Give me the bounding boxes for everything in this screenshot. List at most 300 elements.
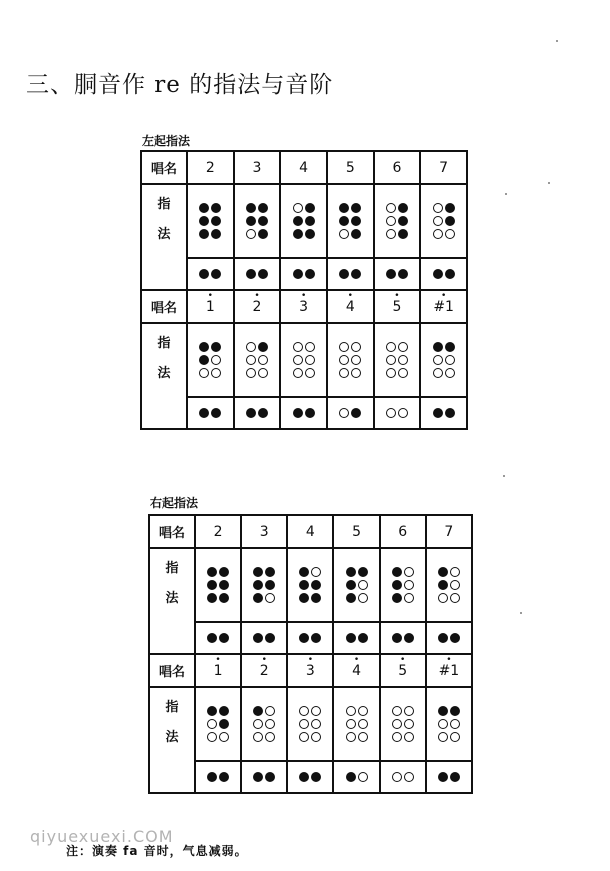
hole-row — [288, 772, 332, 782]
closed-hole-icon — [219, 633, 229, 643]
closed-hole-icon — [199, 408, 209, 418]
note-name: 1 — [205, 298, 215, 315]
closed-hole-icon — [246, 408, 256, 418]
closed-hole-icon — [305, 216, 315, 226]
open-hole-icon — [265, 732, 275, 742]
hole-row — [188, 408, 233, 418]
hole-row — [293, 203, 315, 213]
open-hole-icon — [404, 567, 414, 577]
open-hole-icon — [199, 368, 209, 378]
hole-group — [207, 703, 229, 745]
solfege-label: 唱名 — [149, 515, 195, 548]
hole-row — [199, 342, 221, 352]
hole-row — [334, 633, 378, 643]
note-cell — [195, 515, 241, 548]
closed-hole-icon — [351, 269, 361, 279]
fingering-bottom-holes — [426, 622, 472, 654]
hole-row — [281, 408, 326, 418]
note-name: 5 — [352, 523, 361, 540]
open-hole-icon — [305, 342, 315, 352]
hole-row — [281, 269, 326, 279]
open-hole-icon — [358, 706, 368, 716]
closed-hole-icon — [199, 229, 209, 239]
closed-hole-icon — [299, 633, 309, 643]
fingering-label-char: 指 — [157, 197, 171, 212]
fingering-bottom-holes — [280, 397, 327, 429]
closed-hole-icon — [253, 593, 263, 603]
note-cell — [333, 654, 379, 687]
closed-hole-icon — [311, 580, 321, 590]
closed-hole-icon — [246, 203, 256, 213]
fingering-label — [149, 548, 195, 654]
closed-hole-icon — [265, 567, 275, 577]
hole-group — [199, 339, 221, 381]
octave-dot: • — [347, 290, 353, 301]
open-hole-icon — [450, 567, 460, 577]
open-hole-icon — [398, 355, 408, 365]
chart-subtitle-left: 左起指法 — [142, 134, 191, 148]
closed-hole-icon — [265, 772, 275, 782]
fingering-top-holes — [333, 687, 379, 761]
open-hole-icon — [398, 342, 408, 352]
closed-hole-icon — [445, 408, 455, 418]
hole-row — [433, 203, 455, 213]
closed-hole-icon — [253, 772, 263, 782]
closed-hole-icon — [311, 633, 321, 643]
speck — [505, 193, 507, 195]
open-hole-icon — [253, 719, 263, 729]
open-hole-icon — [445, 229, 455, 239]
hole-row — [199, 203, 221, 213]
hole-row — [188, 269, 233, 279]
solfege-label: 唱名 — [149, 654, 195, 687]
fingering-bottom-holes — [287, 761, 333, 793]
hole-group — [253, 564, 275, 606]
hole-row — [421, 408, 466, 418]
note-cell — [187, 151, 234, 184]
closed-hole-icon — [311, 772, 321, 782]
hole-row — [334, 772, 378, 782]
note-name: 4 — [352, 662, 361, 679]
hole-row — [339, 368, 361, 378]
open-hole-icon — [339, 368, 349, 378]
closed-hole-icon — [305, 408, 315, 418]
fingering-top-holes — [374, 323, 421, 397]
fingering-label — [141, 323, 187, 429]
open-hole-icon — [398, 368, 408, 378]
note-cell — [280, 290, 327, 323]
closed-hole-icon — [392, 593, 402, 603]
fingering-bottom-holes — [374, 397, 421, 429]
hole-row — [386, 355, 408, 365]
fingering-label — [141, 184, 187, 290]
open-hole-icon — [392, 719, 402, 729]
open-hole-icon — [293, 368, 303, 378]
hole-group — [392, 564, 414, 606]
hole-row — [293, 355, 315, 365]
hole-row — [196, 633, 240, 643]
closed-hole-icon — [199, 355, 209, 365]
closed-hole-icon — [258, 408, 268, 418]
open-hole-icon — [305, 355, 315, 365]
hole-row — [427, 633, 471, 643]
open-hole-icon — [358, 719, 368, 729]
closed-hole-icon — [219, 567, 229, 577]
closed-hole-icon — [346, 772, 356, 782]
fingering-bottom-holes — [426, 761, 472, 793]
open-hole-icon — [358, 580, 368, 590]
closed-hole-icon — [339, 269, 349, 279]
speck — [503, 475, 505, 477]
hole-row — [381, 772, 425, 782]
closed-hole-icon — [258, 216, 268, 226]
closed-hole-icon — [258, 229, 268, 239]
fingering-bottom-holes — [374, 258, 421, 290]
note-cell — [327, 290, 374, 323]
closed-hole-icon — [351, 203, 361, 213]
fingering-top-holes — [327, 184, 374, 258]
note-name: 5 — [398, 662, 408, 679]
open-hole-icon — [258, 368, 268, 378]
closed-hole-icon — [258, 342, 268, 352]
closed-hole-icon — [311, 593, 321, 603]
note-cell — [333, 515, 379, 548]
open-hole-icon — [404, 593, 414, 603]
octave-dot: • — [300, 290, 307, 301]
note-cell — [241, 654, 287, 687]
closed-hole-icon — [398, 269, 408, 279]
closed-hole-icon — [219, 719, 229, 729]
note-cell — [280, 151, 327, 184]
closed-hole-icon — [445, 203, 455, 213]
fingering-top-holes — [280, 323, 327, 397]
hole-row — [207, 732, 229, 742]
octave-dot: • — [261, 654, 267, 665]
hole-row — [328, 408, 373, 418]
closed-hole-icon — [398, 203, 408, 213]
open-hole-icon — [311, 719, 321, 729]
fingering-bottom-holes — [420, 397, 467, 429]
fingering-bottom-holes — [333, 622, 379, 654]
hole-group — [299, 703, 321, 745]
footer-note: 注：演奏 fa 音时，气息减弱。 — [66, 844, 248, 858]
note-cell — [287, 515, 333, 548]
open-hole-icon — [433, 216, 443, 226]
note-cell — [195, 654, 241, 687]
open-hole-icon — [358, 593, 368, 603]
note-name: 2 — [252, 298, 262, 315]
fingering-label-char: 法 — [165, 730, 179, 745]
open-hole-icon — [450, 580, 460, 590]
hole-row — [242, 772, 286, 782]
open-hole-icon — [339, 408, 349, 418]
fingering-top-holes — [187, 323, 234, 397]
octave-dot: • — [400, 654, 406, 665]
hole-row — [386, 342, 408, 352]
open-hole-icon — [265, 593, 275, 603]
open-hole-icon — [351, 342, 361, 352]
note-name: 4 — [305, 523, 315, 540]
closed-hole-icon — [346, 567, 356, 577]
closed-hole-icon — [346, 593, 356, 603]
fingering-chart-left — [140, 150, 468, 430]
fingering-top-holes — [333, 548, 379, 622]
fingering-top-holes — [234, 184, 281, 258]
note-name: #1 — [433, 298, 454, 315]
hole-row — [299, 593, 321, 603]
note-name: #1 — [438, 662, 460, 679]
solfege-label: 唱名 — [141, 290, 187, 323]
fingering-label-char: 法 — [157, 227, 171, 242]
note-cell — [426, 654, 472, 687]
closed-hole-icon — [293, 269, 303, 279]
open-hole-icon — [450, 593, 460, 603]
open-hole-icon — [299, 719, 309, 729]
note-cell — [374, 151, 421, 184]
hole-row — [427, 772, 471, 782]
note-name: 6 — [398, 523, 408, 540]
hole-group — [299, 564, 321, 606]
fingering-bottom-holes — [380, 761, 426, 793]
open-hole-icon — [311, 732, 321, 742]
octave-dot: • — [353, 654, 360, 665]
closed-hole-icon — [293, 229, 303, 239]
hole-row — [438, 567, 460, 577]
closed-hole-icon — [438, 580, 448, 590]
open-hole-icon — [386, 229, 396, 239]
open-hole-icon — [351, 355, 361, 365]
open-hole-icon — [299, 732, 309, 742]
hole-group — [339, 200, 361, 242]
hole-row — [375, 408, 420, 418]
closed-hole-icon — [339, 216, 349, 226]
hole-row — [253, 567, 275, 577]
hole-row — [235, 269, 280, 279]
closed-hole-icon — [207, 706, 217, 716]
open-hole-icon — [246, 229, 256, 239]
closed-hole-icon — [199, 342, 209, 352]
open-hole-icon — [438, 732, 448, 742]
closed-hole-icon — [207, 580, 217, 590]
open-hole-icon — [404, 732, 414, 742]
closed-hole-icon — [398, 216, 408, 226]
fingering-bottom-holes — [234, 397, 281, 429]
hole-row — [207, 719, 229, 729]
octave-dot: • — [215, 654, 221, 665]
fingering-top-holes — [420, 323, 467, 397]
hole-group — [346, 564, 368, 606]
fingering-bottom-holes — [380, 622, 426, 654]
note-name: 1 — [213, 662, 223, 679]
hole-row — [199, 229, 221, 239]
open-hole-icon — [211, 355, 221, 365]
octave-dot: • — [207, 290, 213, 301]
hole-row — [421, 269, 466, 279]
hole-row — [392, 719, 414, 729]
hole-row — [293, 342, 315, 352]
hole-row — [386, 203, 408, 213]
hole-row — [346, 593, 368, 603]
hole-row — [293, 229, 315, 239]
hole-row — [235, 408, 280, 418]
hole-row — [346, 732, 368, 742]
hole-row — [253, 593, 275, 603]
fingering-bottom-holes — [420, 258, 467, 290]
hole-row — [299, 732, 321, 742]
open-hole-icon — [445, 368, 455, 378]
closed-hole-icon — [211, 216, 221, 226]
fingering-bottom-holes — [195, 761, 241, 793]
hole-row — [246, 355, 268, 365]
open-hole-icon — [392, 772, 402, 782]
hole-row — [438, 719, 460, 729]
open-hole-icon — [293, 203, 303, 213]
hole-group — [199, 200, 221, 242]
hole-group — [386, 200, 408, 242]
hole-row — [386, 368, 408, 378]
fingering-top-holes — [195, 548, 241, 622]
open-hole-icon — [339, 355, 349, 365]
note-name: 4 — [345, 298, 355, 315]
open-hole-icon — [386, 216, 396, 226]
fingering-top-holes — [195, 687, 241, 761]
closed-hole-icon — [438, 567, 448, 577]
open-hole-icon — [433, 368, 443, 378]
fingering-top-holes — [280, 184, 327, 258]
hole-row — [246, 342, 268, 352]
fingering-label-char: 法 — [157, 366, 171, 381]
fingering-label-char: 指 — [165, 561, 179, 576]
note-name: 7 — [444, 523, 454, 540]
fingering-top-holes — [287, 548, 333, 622]
closed-hole-icon — [253, 580, 263, 590]
open-hole-icon — [438, 593, 448, 603]
closed-hole-icon — [219, 706, 229, 716]
hole-group — [438, 703, 460, 745]
hole-row — [253, 719, 275, 729]
closed-hole-icon — [299, 580, 309, 590]
hole-row — [386, 229, 408, 239]
closed-hole-icon — [211, 342, 221, 352]
hole-row — [293, 368, 315, 378]
open-hole-icon — [219, 732, 229, 742]
hole-row — [438, 706, 460, 716]
closed-hole-icon — [207, 633, 217, 643]
note-cell — [380, 654, 426, 687]
fingering-bottom-holes — [195, 622, 241, 654]
hole-row — [392, 593, 414, 603]
hole-row — [339, 342, 361, 352]
closed-hole-icon — [351, 229, 361, 239]
hole-row — [438, 593, 460, 603]
open-hole-icon — [438, 719, 448, 729]
hole-row — [339, 355, 361, 365]
closed-hole-icon — [293, 216, 303, 226]
fingering-bottom-holes — [241, 761, 287, 793]
hole-group — [339, 339, 361, 381]
hole-row — [207, 593, 229, 603]
note-name: 2 — [213, 523, 223, 540]
closed-hole-icon — [392, 633, 402, 643]
open-hole-icon — [386, 368, 396, 378]
open-hole-icon — [450, 732, 460, 742]
closed-hole-icon — [351, 216, 361, 226]
hole-row — [381, 633, 425, 643]
closed-hole-icon — [199, 203, 209, 213]
closed-hole-icon — [199, 269, 209, 279]
closed-hole-icon — [299, 567, 309, 577]
hole-row — [299, 719, 321, 729]
hole-row — [433, 355, 455, 365]
fingering-bottom-holes — [234, 258, 281, 290]
note-name: 2 — [259, 662, 269, 679]
closed-hole-icon — [265, 633, 275, 643]
fingering-bottom-holes — [241, 622, 287, 654]
fingering-label-char: 指 — [165, 700, 179, 715]
open-hole-icon — [346, 719, 356, 729]
closed-hole-icon — [253, 633, 263, 643]
hole-row — [392, 567, 414, 577]
closed-hole-icon — [265, 580, 275, 590]
hole-row — [207, 706, 229, 716]
open-hole-icon — [433, 355, 443, 365]
note-cell — [420, 290, 467, 323]
fingering-top-holes — [241, 548, 287, 622]
open-hole-icon — [346, 732, 356, 742]
closed-hole-icon — [433, 269, 443, 279]
closed-hole-icon — [211, 229, 221, 239]
fingering-bottom-holes — [333, 761, 379, 793]
hole-row — [346, 706, 368, 716]
closed-hole-icon — [445, 269, 455, 279]
closed-hole-icon — [246, 216, 256, 226]
octave-dot: • — [446, 654, 452, 665]
hole-group — [433, 200, 455, 242]
open-hole-icon — [311, 567, 321, 577]
closed-hole-icon — [351, 408, 361, 418]
hole-row — [253, 706, 275, 716]
hole-row — [433, 229, 455, 239]
open-hole-icon — [433, 203, 443, 213]
hole-row — [288, 633, 332, 643]
closed-hole-icon — [293, 408, 303, 418]
hole-group — [386, 339, 408, 381]
closed-hole-icon — [207, 772, 217, 782]
note-name: 3 — [252, 159, 262, 176]
hole-group — [293, 339, 315, 381]
closed-hole-icon — [305, 203, 315, 213]
note-name: 5 — [345, 159, 355, 176]
closed-hole-icon — [305, 229, 315, 239]
hole-row — [375, 269, 420, 279]
closed-hole-icon — [445, 342, 455, 352]
closed-hole-icon — [433, 408, 443, 418]
closed-hole-icon — [207, 593, 217, 603]
open-hole-icon — [358, 732, 368, 742]
hole-row — [392, 580, 414, 590]
open-hole-icon — [392, 706, 402, 716]
closed-hole-icon — [219, 580, 229, 590]
fingering-bottom-holes — [187, 258, 234, 290]
closed-hole-icon — [253, 567, 263, 577]
hole-row — [438, 580, 460, 590]
hole-group — [253, 703, 275, 745]
open-hole-icon — [253, 732, 263, 742]
hole-row — [242, 633, 286, 643]
note-cell — [287, 654, 333, 687]
fingering-bottom-holes — [187, 397, 234, 429]
open-hole-icon — [386, 203, 396, 213]
